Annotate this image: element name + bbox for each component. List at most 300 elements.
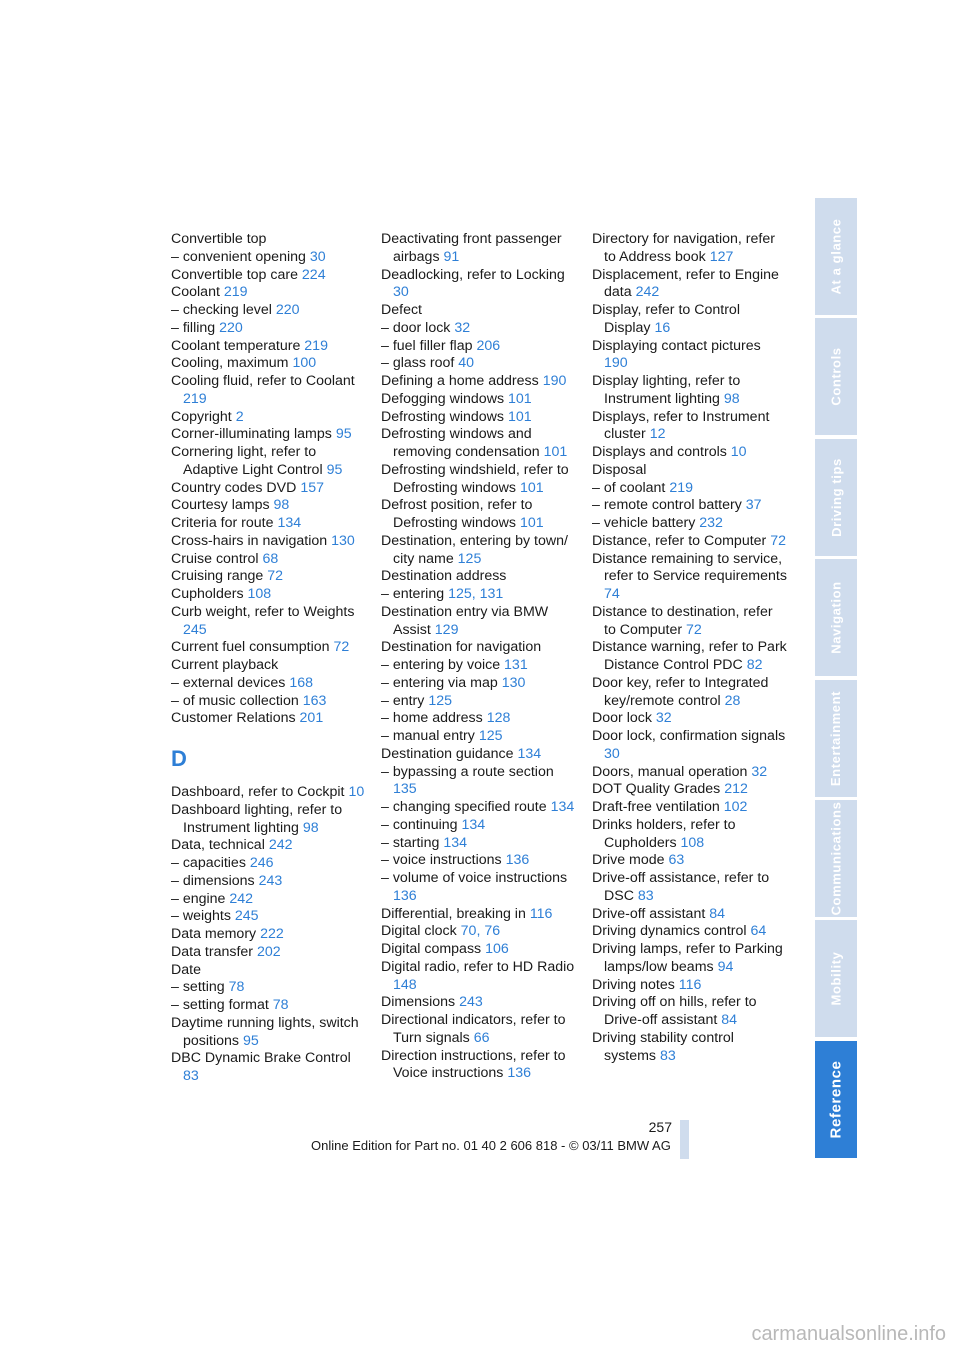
page-link[interactable]: 243 [258, 872, 283, 889]
index-entry [381, 657, 577, 675]
index-entry [171, 908, 367, 926]
page-link[interactable]: 66 [473, 1029, 490, 1046]
index-entry-text: Drive mode [592, 852, 665, 869]
page-link[interactable]: 220 [219, 319, 243, 336]
page-link[interactable]: 129 [434, 621, 459, 638]
index-entry-text: Dashboard, refer to Cockpit [171, 784, 345, 800]
page-link[interactable]: 83 [637, 887, 654, 904]
page-link[interactable]: 134 [461, 816, 486, 833]
page-link[interactable]: 30 [309, 248, 326, 265]
index-entry [381, 639, 577, 657]
index-entry-text: Drive-off assistant [592, 905, 706, 922]
page-link[interactable]: 108 [247, 586, 272, 602]
index-entry-text: Corner-illuminating lamps [171, 426, 332, 443]
page-link[interactable]: 125 [478, 728, 503, 744]
index-entry [171, 409, 367, 427]
page-link[interactable]: 32 [751, 763, 768, 780]
tab-label: Mobility [828, 951, 844, 1006]
page-link[interactable]: 101 [543, 444, 568, 460]
index-entry-text: Coolant [171, 284, 220, 301]
index-entry [592, 675, 788, 711]
page-link[interactable]: 98 [273, 497, 290, 514]
index-entry-text: – entering by voice [381, 657, 501, 673]
index-entry-text: Distance warning, refer to Park Distance Control PDC [592, 639, 787, 673]
index-entry [171, 657, 367, 675]
index-entry-text: Driving notes [592, 976, 675, 993]
index-entry-text: Cornering light, refer to Adaptive Light Control [171, 444, 323, 478]
index-entry-text: Displays and controls [592, 444, 727, 460]
index-entry [592, 764, 788, 782]
index-entry [171, 855, 367, 873]
index-entry [592, 728, 788, 764]
page-number: 257 [648, 1119, 672, 1135]
index-entry-text: Driving stability control systems [592, 1029, 734, 1064]
index-entry [381, 604, 577, 640]
page-link[interactable]: 136 [393, 887, 417, 904]
index-entry [592, 231, 788, 267]
index-entry-text: Digital compass [381, 941, 482, 957]
page-link[interactable]: 116 [529, 905, 553, 922]
index-entry [381, 497, 577, 533]
page-link[interactable]: 148 [393, 976, 417, 993]
index-entry-text: Drinks holders, refer to Cupholders [592, 816, 736, 851]
index-entry-text: Directory for navigation, refer to Address book [592, 231, 775, 265]
index-entry [171, 873, 367, 891]
page-link[interactable]: 125 [448, 586, 472, 602]
page-link[interactable]: 2 [235, 408, 244, 425]
index-entry-text: Current playback [171, 657, 279, 673]
index-entry [171, 891, 367, 909]
page-link[interactable]: 72 [770, 532, 786, 549]
index-entry-text: Disposal [592, 461, 647, 478]
index-entry [171, 444, 367, 480]
page-link[interactable]: 134 [550, 799, 575, 815]
index-entry [381, 941, 577, 959]
index-entry [171, 962, 367, 980]
index-entry-text: Data, technical [171, 837, 265, 854]
page-link[interactable]: 106 [485, 941, 509, 957]
index-entry-text: Cruise control [171, 550, 259, 567]
page-link[interactable]: 131 [479, 586, 504, 602]
page-link[interactable]: 78 [272, 997, 289, 1013]
index-entry-text: Dimensions [381, 994, 456, 1011]
page-link[interactable]: 12 [649, 426, 666, 443]
index-entry-text: Destination for navigation [381, 639, 542, 656]
index-entry-text: – home address [381, 710, 483, 727]
index-entry-text: – remote control battery [592, 497, 742, 514]
index-entry [171, 710, 367, 728]
index-entry-text: Distance to destination, refer to Computer [592, 603, 773, 638]
page-link[interactable]: 219 [669, 479, 693, 496]
page-link[interactable]: 64 [750, 923, 767, 940]
index-entry [381, 568, 577, 586]
page-link[interactable]: 242 [268, 837, 293, 854]
index-entry-text: Cruising range [171, 568, 264, 585]
page-link[interactable]: 220 [275, 302, 300, 318]
index-entry-text: Displacement, refer to Engine data [592, 266, 779, 301]
index-entry-text: – filling [171, 319, 216, 336]
index-entry [171, 267, 367, 285]
section-tabs [815, 198, 857, 1160]
index-entry [381, 231, 577, 267]
page-link[interactable]: 246 [249, 855, 274, 871]
index-entry-text: Directional indicators, refer to Turn signals [381, 1012, 566, 1046]
index-entry-text: Displays, refer to Instrument cluster [592, 408, 770, 443]
index-entry [381, 533, 577, 569]
page-link[interactable]: 134 [517, 745, 542, 762]
index-entry-text: Daytime running lights, switch positions [171, 1014, 359, 1049]
index-entry-text: Defect [381, 302, 423, 318]
page-link[interactable]: 134 [277, 515, 302, 531]
page-link[interactable]: 76 [484, 923, 501, 940]
page-link[interactable]: 37 [745, 497, 762, 514]
page-link[interactable]: 125 [428, 692, 452, 709]
page-link[interactable]: 232 [699, 515, 723, 531]
index-entry-text: – dimensions [171, 872, 255, 889]
index-entry-text: Display lighting, refer to Instrument lighting [592, 373, 741, 407]
index-entry-text: – engine [171, 890, 226, 907]
index-entry-text: – bypassing a route section [381, 763, 554, 780]
index-entry-text: Cooling, maximum [171, 355, 289, 372]
page-link[interactable]: 101 [508, 390, 532, 407]
index-entry [381, 764, 577, 800]
index-entry-text: Doors, manual operation [592, 763, 748, 780]
page-link[interactable]: 219 [183, 390, 207, 407]
index-entry [381, 959, 577, 995]
page-link[interactable]: 10 [348, 784, 365, 800]
index-entry-text: Draft-free ventilation [592, 799, 720, 815]
index-letter-heading: D [171, 746, 187, 771]
index-entry-text: – door lock [381, 319, 451, 336]
page-link[interactable]: 125 [457, 550, 482, 567]
index-entry [592, 977, 788, 995]
index-entry-text: Current fuel consumption [171, 639, 330, 656]
index-entry [592, 302, 788, 338]
index-entry [171, 426, 367, 444]
page-link[interactable]: 108 [680, 834, 705, 851]
index-entry-text: – weights [171, 908, 231, 925]
index-column-1 [171, 231, 367, 1086]
index-entry-text: Distance remaining to service, refer to Service requirements [592, 550, 787, 585]
index-entry [592, 515, 788, 533]
page-link[interactable]: 100 [292, 355, 317, 372]
tab-reference[interactable] [815, 1041, 857, 1158]
index-entry [381, 728, 577, 746]
page-link[interactable]: 206 [476, 337, 501, 354]
page-link[interactable]: 130 [331, 532, 355, 549]
page-link[interactable]: 63 [668, 852, 685, 869]
index-entry [592, 1030, 788, 1066]
index-entry-text: Deadlocking, refer to Locking [381, 266, 565, 283]
index-entry [381, 710, 577, 728]
index-entry [592, 817, 788, 853]
index-column-2 [381, 231, 577, 1083]
page-link[interactable]: 72 [686, 621, 702, 638]
index-entry [592, 994, 788, 1030]
index-entry [171, 249, 367, 267]
index-entry [592, 852, 788, 870]
index-entry-text: – vehicle battery [592, 515, 696, 531]
index-entry [592, 604, 788, 640]
page-number-bar [680, 1120, 689, 1159]
index-entry-text: – of music collection [171, 692, 299, 709]
tab-label: At a glance [828, 218, 844, 295]
index-entry-text: Drive-off assistance, refer to DSC [592, 870, 770, 904]
index-entry-text: – convenient opening [171, 248, 306, 265]
page-link[interactable]: 83 [183, 1068, 199, 1084]
index-entry [592, 799, 788, 817]
page-link[interactable]: 128 [486, 710, 511, 727]
tab-label: Controls [828, 347, 844, 407]
page-link[interactable]: 72 [333, 639, 350, 656]
index-entry [171, 639, 367, 657]
page-link[interactable]: 190 [604, 355, 628, 372]
index-column-3 [592, 231, 788, 1065]
page-link[interactable]: 72 [267, 568, 284, 585]
index-entry [171, 551, 367, 569]
index-entry [592, 409, 788, 445]
page-link[interactable]: 16 [654, 319, 671, 336]
index-entry-text: – entry [381, 692, 425, 709]
page-link[interactable]: 101 [507, 408, 532, 425]
index-entry [592, 444, 788, 462]
page-link[interactable]: 168 [289, 674, 313, 691]
index-entry-text: Driving dynamics control [592, 923, 747, 940]
index-entry [592, 551, 788, 604]
index-entry [381, 817, 577, 835]
footer-text: Online Edition for Part no. 01 40 2 606 818 - © 03/11 BMW AG [311, 1138, 671, 1153]
page-link[interactable]: 84 [709, 905, 726, 922]
index-entry-text: Driving off on hills, refer to Drive-off assistant [592, 994, 757, 1028]
tab-label: Entertainment [828, 690, 844, 786]
index-entry-text: Differential, breaking in [381, 905, 526, 922]
index-entry-text: Copyright [171, 408, 232, 425]
index-entry-text: – volume of voice instructions [381, 870, 568, 886]
index-entry-text: Direction instructions, refer to Voice instructions [381, 1047, 566, 1082]
page-link[interactable]: 40 [458, 355, 475, 372]
index-entry [171, 693, 367, 711]
index-entry [381, 906, 577, 924]
page-link[interactable]: 95 [242, 1032, 259, 1049]
index-entry-text: Display, refer to Control Display [592, 302, 740, 336]
index-entry-text: – glass roof [381, 355, 455, 372]
page-link[interactable]: 242 [229, 890, 254, 907]
tab-controls[interactable] [815, 318, 857, 435]
page-link[interactable]: 202 [256, 943, 281, 960]
page-link[interactable]: 94 [717, 958, 734, 975]
index-entry [381, 267, 577, 303]
page-link[interactable]: 136 [507, 1065, 532, 1082]
page-link[interactable]: 28 [724, 692, 741, 709]
index-entry [381, 994, 577, 1012]
index-entry-text: – entering [381, 586, 445, 602]
index-entry [171, 802, 367, 838]
tab-label: Driving tips [828, 457, 844, 537]
page-link[interactable]: 131 [504, 657, 528, 673]
page-link[interactable]: 68 [262, 550, 279, 567]
index-entry: Digital clock 70, 76 [381, 923, 501, 940]
index-entry-text: Data memory [171, 926, 257, 942]
index-entry-text: Curb weight, refer to Weights [171, 603, 355, 620]
index-entry [171, 784, 367, 802]
page-link[interactable]: 84 [721, 1012, 738, 1028]
index-entry [592, 906, 788, 924]
index-entry-text: Door key, refer to Integrated key/remote control [592, 674, 769, 709]
index-entry [592, 267, 788, 303]
tab-at-a-glance[interactable] [815, 198, 857, 315]
index-entry [171, 837, 367, 855]
index-entry-text: – changing specified route [381, 799, 547, 815]
page-link[interactable]: 190 [542, 373, 567, 389]
index-entry [171, 604, 367, 640]
page-link[interactable]: 116 [678, 976, 702, 993]
page-link[interactable]: 83 [659, 1047, 676, 1064]
index-entry [592, 462, 788, 480]
index-entry [592, 781, 788, 799]
tab-entertainment[interactable] [815, 680, 857, 797]
index-entry [171, 997, 367, 1015]
index-entry-text: Destination guidance [381, 745, 514, 762]
index-entry [171, 586, 367, 604]
index-entry-text: DBC Dynamic Brake Control [171, 1050, 351, 1067]
index-entry-text: Defrosting windows and removing condensation [381, 426, 540, 460]
page-link[interactable]: 30 [604, 745, 620, 762]
index-entry-text: – setting format [171, 997, 269, 1013]
index-entry-text: – capacities [171, 855, 246, 871]
page-link[interactable]: 219 [304, 337, 328, 354]
page-link[interactable]: 219 [223, 284, 248, 301]
index-entry [381, 338, 577, 356]
index-entry-text: – continuing [381, 816, 458, 833]
page-link[interactable]: 10 [730, 444, 747, 460]
index-entry [381, 320, 577, 338]
index-entry-text: Deactivating front passenger airbags [381, 231, 562, 265]
index-entry [592, 533, 788, 551]
page-link[interactable]: 91 [443, 248, 460, 265]
page-link[interactable]: 201 [299, 710, 324, 727]
index-entry [592, 373, 788, 409]
index-entry [171, 515, 367, 533]
index-entry-text: Data transfer [171, 943, 254, 960]
index-entry-text: – entering via map [381, 674, 498, 691]
page-link[interactable]: 130 [501, 674, 526, 691]
index-entry [381, 462, 577, 498]
index-entry [381, 391, 577, 409]
page-link[interactable]: 102 [723, 799, 748, 815]
index-entry-text: Convertible top care [171, 266, 298, 283]
index-entry-text: – fuel filler flap [381, 337, 473, 354]
page-link[interactable]: 95 [326, 461, 343, 478]
tab-mobility[interactable] [815, 920, 857, 1037]
page-link[interactable]: 136 [505, 852, 530, 869]
index-entry-text: Defrost position, refer to Defrosting windows [381, 497, 533, 531]
index-entry-text: Door lock, confirmation signals [592, 728, 786, 744]
index-entry [171, 497, 367, 515]
index-entry-text: Defrosting windshield, refer to Defrosting windows [381, 461, 569, 496]
page-link[interactable]: 32 [655, 710, 672, 727]
index-entry [381, 1048, 577, 1084]
page-link[interactable]: 74 [604, 586, 620, 602]
index-entry-text: Country codes DVD [171, 479, 297, 496]
index-entry [171, 675, 367, 693]
page-link[interactable]: 245 [183, 621, 207, 638]
page-link[interactable]: 157 [300, 479, 324, 496]
index-entry-text: Destination entry via BMW Assist [381, 603, 549, 638]
page-link[interactable]: 101 [519, 479, 544, 496]
index-entry [381, 1012, 577, 1048]
index-entry [381, 835, 577, 853]
index-entry-text: Driving lamps, refer to Parking lamps/low beams [592, 941, 783, 975]
index-entry [171, 926, 367, 944]
index-entry [381, 409, 577, 427]
index-entry-text: Defining a home address [381, 373, 539, 389]
index-entry-text: – starting [381, 834, 440, 851]
tab-driving-tips[interactable] [815, 439, 857, 556]
tab-communications[interactable] [815, 800, 857, 917]
index-entry-text: Cross-hairs in navigation [171, 532, 328, 549]
index-entry [171, 533, 367, 551]
index-entry [171, 1015, 367, 1051]
index-entry [381, 373, 577, 391]
index-entry-text: Digital radio, refer to HD Radio [381, 958, 575, 975]
index-entry [171, 320, 367, 338]
index-entry: – entering 125, 131 [381, 586, 504, 602]
index-entry-text: Customer Relations [171, 710, 296, 727]
page-link[interactable]: 127 [709, 248, 734, 265]
index-entry [381, 852, 577, 870]
page-link[interactable]: 163 [302, 692, 327, 709]
page-link[interactable]: 30 [393, 284, 409, 301]
index-entry-text: Criteria for route [171, 515, 274, 531]
page-link[interactable]: 242 [635, 284, 660, 301]
tab-navigation[interactable] [815, 559, 857, 676]
page-link[interactable]: 95 [335, 426, 352, 443]
page-link[interactable]: 224 [301, 266, 326, 283]
page-link[interactable]: 243 [459, 994, 483, 1011]
index-entry [381, 746, 577, 764]
page-link[interactable]: 135 [393, 781, 417, 798]
index-entry [381, 355, 577, 373]
index-entry-text: Distance, refer to Computer [592, 532, 767, 549]
page-link[interactable]: 212 [724, 781, 748, 798]
page-link[interactable]: 78 [228, 979, 245, 996]
index-entry [171, 1050, 367, 1086]
index-entry-text: – setting [171, 979, 225, 996]
page-link[interactable]: 70 [460, 923, 477, 940]
index-entry [171, 373, 367, 409]
index-entry [171, 355, 367, 373]
tab-label: Reference [827, 1060, 845, 1139]
index-entry [171, 284, 367, 302]
index-entry [381, 426, 577, 462]
page-link[interactable]: 101 [519, 515, 544, 531]
page-link[interactable]: 98 [723, 390, 740, 407]
index-entry [171, 979, 367, 997]
page-link[interactable]: 82 [746, 657, 763, 673]
page-link[interactable]: 134 [443, 834, 467, 851]
page-link[interactable]: 98 [302, 819, 319, 836]
index-entry-text: Coolant temperature [171, 337, 301, 354]
index-entry [592, 497, 788, 515]
page-link[interactable]: 32 [454, 319, 471, 336]
page-link[interactable]: 222 [260, 926, 284, 942]
index-entry [381, 675, 577, 693]
page-link[interactable]: 245 [234, 908, 259, 925]
index-entry-text: Courtesy lamps [171, 497, 270, 514]
index-entry [171, 480, 367, 498]
index-entry [592, 870, 788, 906]
index-entry [381, 870, 577, 906]
